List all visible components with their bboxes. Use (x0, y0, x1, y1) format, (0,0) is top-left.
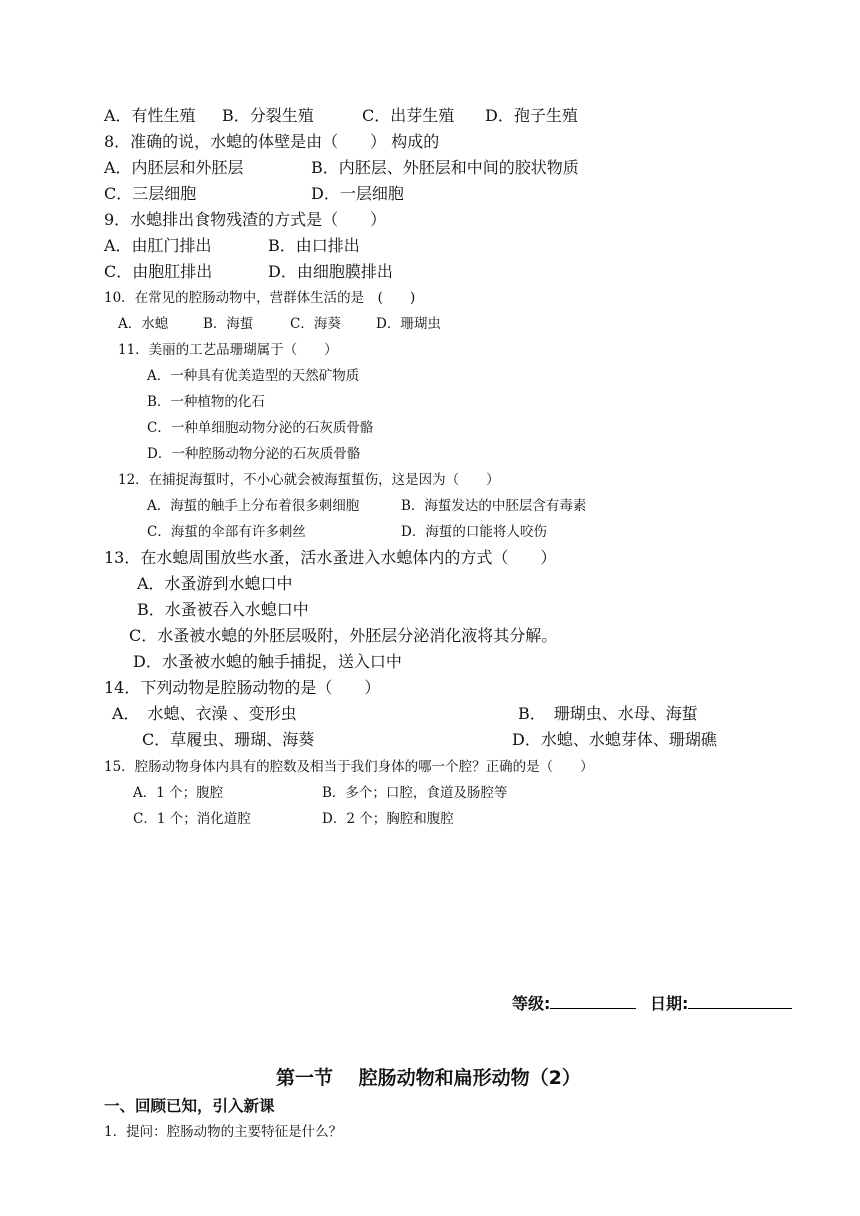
q8-option-a: A．内胚层和外胚层 (104, 158, 244, 177)
q14-option-d: D．水螅、水螅芽体、珊瑚礁 (512, 730, 717, 749)
review-question-1: 1．提问：腔肠动物的主要特征是什么？ (104, 1124, 343, 1140)
q14-stem: 14．下列动物是腔肠动物的是（ ） (104, 678, 381, 697)
section-title: 第一节 腔肠动物和扁形动物（2） (276, 1067, 581, 1089)
q11-stem: 11．美丽的工艺品珊瑚属于（ ） (118, 342, 338, 358)
q14-option-a: A． 水螅、衣澡 、变形虫 (112, 704, 297, 723)
q7-option-c: C．出芽生殖 (362, 106, 455, 125)
q12-option-b: B．海蜇发达的中胚层含有毒素 (401, 498, 587, 514)
date-label: 日期: (649, 994, 689, 1013)
q7-option-b: B．分裂生殖 (222, 106, 314, 125)
grade-blank (550, 994, 636, 1009)
q9-option-b: B．由口排出 (268, 236, 360, 255)
q7-option-a: A．有性生殖 (104, 106, 196, 125)
date-blank (688, 994, 792, 1009)
q14-option-c: C．草履虫、珊瑚、海葵 (142, 730, 315, 749)
q15-option-b: B．多个；口腔，食道及肠腔等 (322, 785, 508, 801)
q15-option-a: A．1 个；腹腔 (133, 785, 224, 801)
q9-option-c: C．由胞肛排出 (104, 262, 213, 281)
q12-option-c: C．海蜇的伞部有许多刺丝 (147, 524, 306, 540)
q8-option-d: D．一层细胞 (311, 184, 404, 203)
q9-option-a: A．由肛门排出 (104, 236, 212, 255)
q15-option-d: D．2 个；胸腔和腹腔 (322, 811, 454, 827)
grade-date-line (512, 994, 792, 1012)
q13-stem: 13．在水螅周围放些水蚤，活水蚤进入水螅体内的方式（ ） (104, 548, 557, 567)
q13-option-c: C．水蚤被水螅的外胚层吸附，外胚层分泌消化液将其分解。 (129, 626, 558, 645)
grade-label: 等级: (512, 994, 551, 1013)
q11-option-b: B．一种植物的化石 (147, 394, 265, 410)
q11-option-d: D．一种腔肠动物分泌的石灰质骨骼 (147, 446, 361, 462)
q8-option-c: C．三层细胞 (104, 184, 197, 203)
q12-option-a: A．海蜇的触手上分布着很多刺细胞 (147, 498, 360, 514)
q14-option-b: B． 珊瑚虫、水母、海蜇 (518, 704, 698, 723)
q10-option-a: A．水螅 (118, 316, 169, 332)
q9-stem: 9．水螅排出食物残渣的方式是（ ） (104, 210, 387, 229)
q12-option-d: D．海蜇的口能将人咬伤 (401, 524, 547, 540)
q13-option-b: B．水蚤被吞入水螅口中 (137, 600, 309, 619)
q8-option-b: B．内胚层、外胚层和中间的胶状物质 (311, 158, 579, 177)
q10-option-c: C．海葵 (290, 316, 341, 332)
q10-option-b: B．海蜇 (203, 316, 254, 332)
q10-option-d: D．珊瑚虫 (376, 316, 441, 332)
section-heading: 一、回顾已知，引入新课 (104, 1097, 275, 1115)
q11-option-a: A．一种具有优美造型的天然矿物质 (147, 368, 360, 384)
q11-option-c: C．一种单细胞动物分泌的石灰质骨骼 (147, 420, 374, 436)
q13-option-d: D．水蚤被水螅的触手捕捉，送入口中 (133, 652, 402, 671)
q15-stem: 15．腔肠动物身体内具有的腔数及相当于我们身体的哪一个腔？正确的是（ ） (104, 759, 594, 775)
q9-option-d: D．由细胞膜排出 (268, 262, 393, 281)
q15-option-c: C．1 个；消化道腔 (133, 811, 251, 827)
q13-option-a: A．水蚤游到水螅口中 (137, 574, 293, 593)
q12-stem: 12．在捕捉海蜇时，不小心就会被海蜇蜇伤，这是因为（ ） (118, 472, 500, 488)
q8-stem: 8．准确的说，水螅的体壁是由（ ） 构成的 (104, 132, 440, 151)
q10-stem: 10．在常见的腔肠动物中，营群体生活的是 ( ) (104, 290, 416, 306)
q7-option-d: D．孢子生殖 (485, 106, 578, 125)
